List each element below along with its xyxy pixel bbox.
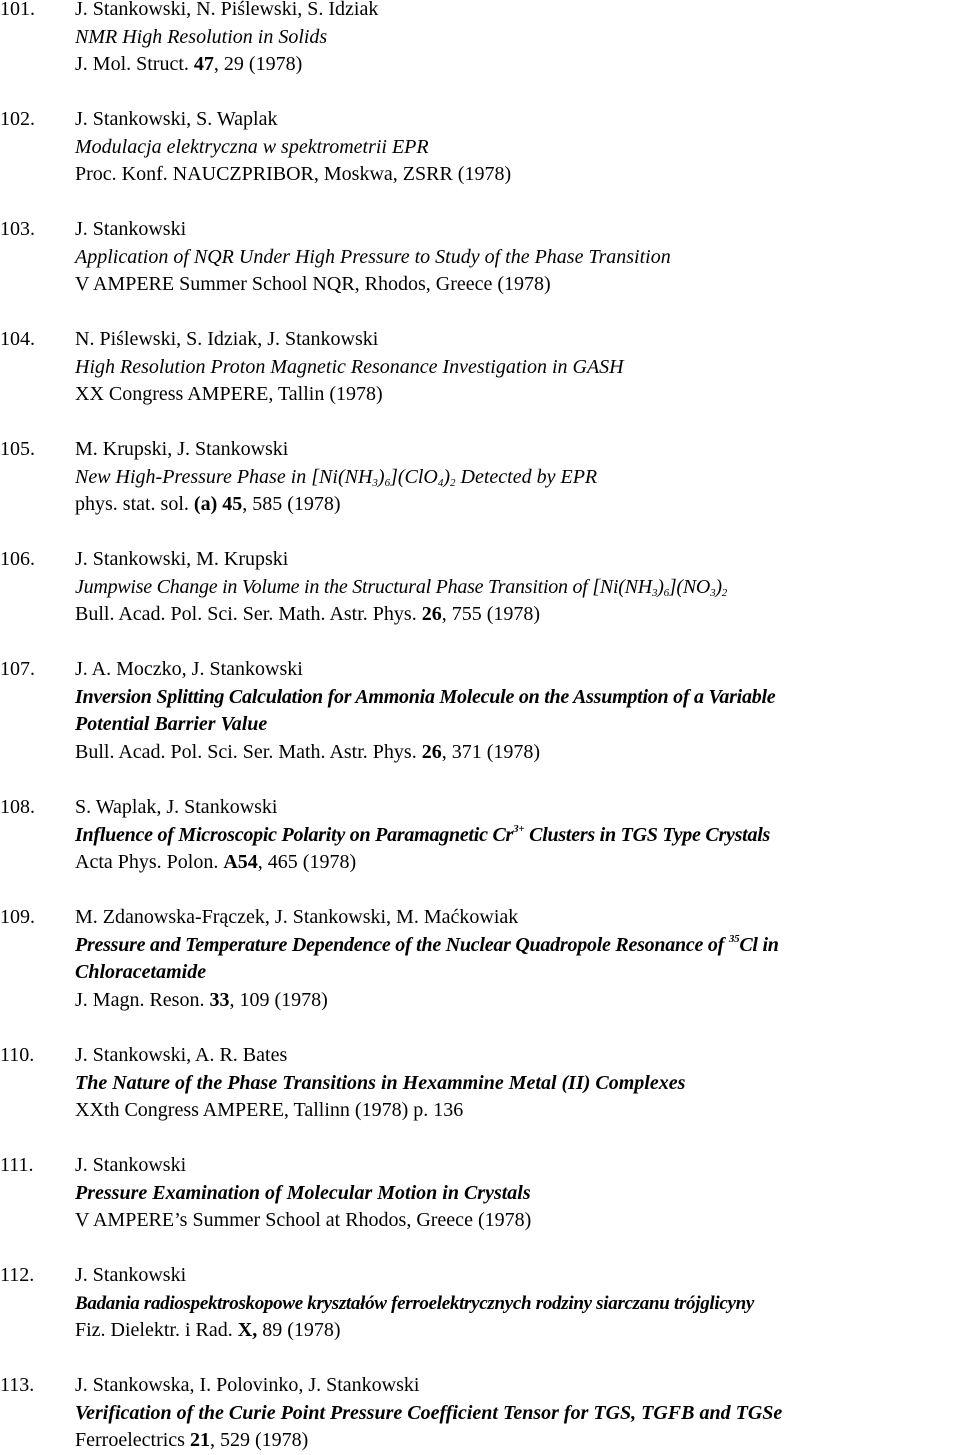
- entry-title: The Nature of the Phase Transitions in Hexammine Metal (II) Complexes: [75, 1071, 686, 1094]
- entry-number: 103.: [0, 218, 35, 240]
- entry-authors: J. A. Moczko, J. Stankowski: [75, 658, 303, 680]
- entry-title: Modulacja elektryczna w spektrometrii EPR: [75, 135, 429, 158]
- entry-number: 112.: [0, 1264, 35, 1286]
- entry-number: 111.: [0, 1154, 34, 1176]
- entry-authors: J. Stankowski, N. Piślewski, S. Idziak: [75, 0, 379, 20]
- entry-title: Badania radiospektroskopowe kryształów ferroelektrycznych rodziny siarczanu trójglicyny: [75, 1292, 755, 1314]
- entry-source: Proc. Konf. NAUCZPRIBOR, Moskwa, ZSRR (1978): [75, 163, 512, 185]
- entry-authors: J. Stankowski, A. R. Bates: [75, 1044, 288, 1066]
- entry-number: 110.: [0, 1044, 35, 1066]
- entry-authors: J. Stankowski, M. Krupski: [75, 548, 289, 570]
- entry-title: Influence of Microscopic Polarity on Paramagnetic $Cr^{3+}$ Clusters in TGS Type Crystals: [75, 822, 771, 846]
- entry-source: Ferroelectrics 21, 529 (1978): [75, 1429, 309, 1451]
- entry-number: 104.: [0, 328, 35, 350]
- entry-number: 107.: [0, 658, 35, 680]
- entry-source: phys. stat. sol. (a) 45, 585 (1978): [75, 493, 341, 515]
- entry-authors: N. Piślewski, S. Idziak, J. Stankowski: [75, 328, 379, 350]
- entry-authors: M. Krupski, J. Stankowski: [75, 438, 289, 460]
- entry-source: XXth Congress AMPERE, Tallinn (1978) p. 136: [75, 1099, 464, 1121]
- entry-number: 108.: [0, 796, 35, 818]
- entry-number: 113.: [0, 1374, 35, 1396]
- entry-number: 102.: [0, 108, 35, 130]
- entry-authors: J. Stankowski: [75, 1154, 187, 1176]
- entry-title: NMR High Resolution in Solids: [75, 25, 328, 48]
- entry-source: J. Magn. Reson. 33, 109 (1978): [75, 988, 328, 1011]
- entry-authors: J. Stankowski, S. Waplak: [75, 108, 278, 130]
- entry-title-continued: Potential Barrier Value: [75, 713, 268, 735]
- entry-title: New High-Pressure Phase in $[Ni(NH_3)_6](ClO_4)_2$ Detected by EPR: [75, 465, 598, 489]
- entry-source: V AMPERE Summer School NQR, Rhodos, Greece (1978): [75, 273, 551, 295]
- entry-authors: M. Zdanowska-Frączek, J. Stankowski, M. Maćkowiak: [75, 906, 519, 928]
- entry-source: Fiz. Dielektr. i Rad. X, 89 (1978): [75, 1319, 341, 1341]
- entry-title: Inversion Splitting Calculation for Ammonia Molecule on the Assumption of a Variable: [75, 685, 776, 708]
- entry-number: 101.: [0, 0, 35, 20]
- entry-source: Bull. Acad. Pol. Sci. Ser. Math. Astr. Phys. 26, 371 (1978): [75, 740, 541, 763]
- entry-number: 105.: [0, 438, 35, 460]
- entry-source: V AMPERE’s Summer School at Rhodos, Greece (1978): [75, 1209, 532, 1231]
- entry-title: Verification of the Curie Point Pressure Coefficient Tensor for TGS, TGFB and TGSe: [75, 1401, 783, 1424]
- entry-source: Acta Phys. Polon. A54, 465 (1978): [75, 851, 357, 873]
- entry-source: XX Congress AMPERE, Tallin (1978): [75, 383, 383, 405]
- entry-title: High Resolution Proton Magnetic Resonance Investigation in GASH: [75, 355, 624, 378]
- entry-source: J. Mol. Struct. 47, 29 (1978): [75, 53, 303, 75]
- entry-title: Jumpwise Change in Volume in the Structural Phase Transition of $[Ni(NH_3)_6](NO_3)_2$: [75, 575, 728, 599]
- entry-number: 109.: [0, 906, 35, 928]
- entry-source: Bull. Acad. Pol. Sci. Ser. Math. Astr. Phys. 26, 755 (1978): [75, 603, 541, 625]
- entry-title: Application of NQR Under High Pressure to Study of the Phase Transition: [75, 245, 671, 268]
- entry-authors: S. Waplak, J. Stankowski: [75, 796, 278, 818]
- entry-authors: J. Stankowski: [75, 218, 187, 240]
- entry-authors: J. Stankowski: [75, 1264, 187, 1286]
- entry-authors: J. Stankowska, I. Polovinko, J. Stankowski: [75, 1374, 420, 1396]
- entry-title: Pressure and Temperature Dependence of the Nuclear Quadropole Resonance of $^{35}$Cl in: [75, 932, 779, 956]
- entry-number: 106.: [0, 548, 35, 570]
- entry-title-continued: Chloracetamide: [75, 961, 207, 983]
- entry-title: Pressure Examination of Molecular Motion in Crystals: [75, 1181, 531, 1204]
